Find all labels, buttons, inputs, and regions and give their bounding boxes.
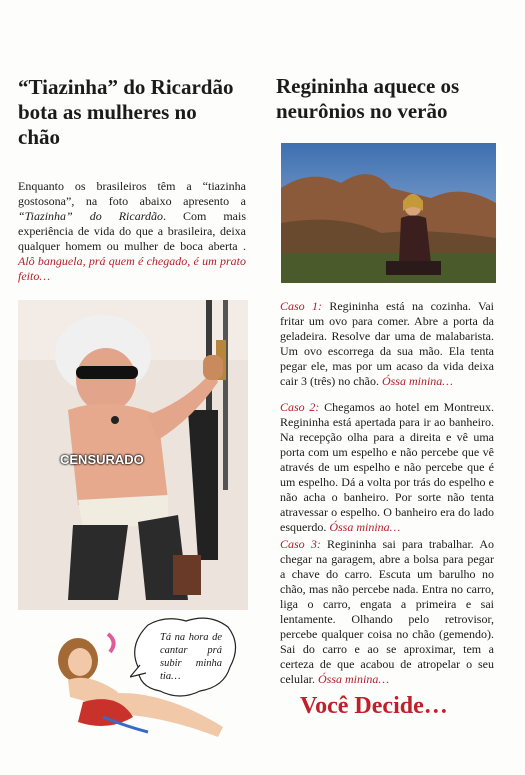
tiazinha-photo — [18, 300, 248, 610]
case-3-paragraph — [280, 537, 494, 687]
case-3-text: Regininha sai para trabalhar. Ao chegar na garagem, abre a bolsa para pegar a chave do carro. Escuta um barulho no chão, mas não percebe nada. Entra no carro, liga o carro, engata a primeira e sai lentamente. Olhando pelo retrovisor, percebe qualquer coisa no chão (gemendo). Sai do carro e ao se aproximar, tem a certeza de que acabou de atropelar o seu celular. — [280, 537, 494, 686]
case-2-paragraph — [280, 400, 494, 535]
intro-rest: . Com mais experiência de vida do que a brasileira, deixa qualquer homem ou mulher de boca aberta . — [18, 209, 246, 253]
intro-red-tagline: Alô banguela, prá quem é chegado, é um prato feito… — [18, 254, 246, 283]
case-2-text: Chegamos ao hotel em Montreux. Regininha está apertada para ir ao banheiro. Na recepção olha para a direita e vê uma porta com um espelho e não percebe que vê através de um espelho e não percebe que é um espelho. Dá a volta por trás do espelho e não acha o banheiro. Por sorte não tenta atravessar o espelho. O banheiro era do lado esquerdo. — [280, 400, 495, 534]
right-headline: Regininha aquece os neurônios no verão — [276, 74, 460, 123]
closing-headline: Você Decide… — [300, 693, 448, 719]
case-2-label: Caso 2: — [280, 400, 320, 414]
intro-italic: “Tiazinha” do Ricardão — [18, 209, 163, 223]
case-3-tag: Óssa minina… — [317, 672, 389, 686]
case-1-text: Regininha está na cozinha. Vai fritar um ovo para comer. Abre a porta da geladeira. Resolve dar uma de malabarista. Um ovo escorrega da sua mão. Ela tenta pegar ele, mas por um acaso da vida deixa cair 3 (três) no chão. — [280, 299, 494, 388]
case-1-paragraph — [280, 299, 494, 389]
case-1-label: Caso 1: — [280, 299, 322, 313]
regininha-photo — [281, 143, 496, 283]
case-1-tag: Óssa minina… — [381, 374, 453, 388]
left-intro-paragraph — [18, 179, 246, 284]
intro-text: Enquanto os brasileiros têm a “tiazinha gostosona”, na foto abaixo apresento a — [18, 179, 246, 208]
left-headline: “Tiazinha” do Ricardão bota as mulheres no chão — [18, 75, 234, 149]
censored-label — [60, 451, 150, 469]
speech-bubble-text: Tá na hora de cantar prá subir minha tia… — [160, 632, 222, 682]
case-2-tag: Óssa minina… — [329, 520, 401, 534]
censored-text: CENSURADO — [60, 452, 144, 467]
regininha-photo-illustration — [281, 143, 496, 283]
case-3-label: Caso 3: — [280, 537, 321, 551]
